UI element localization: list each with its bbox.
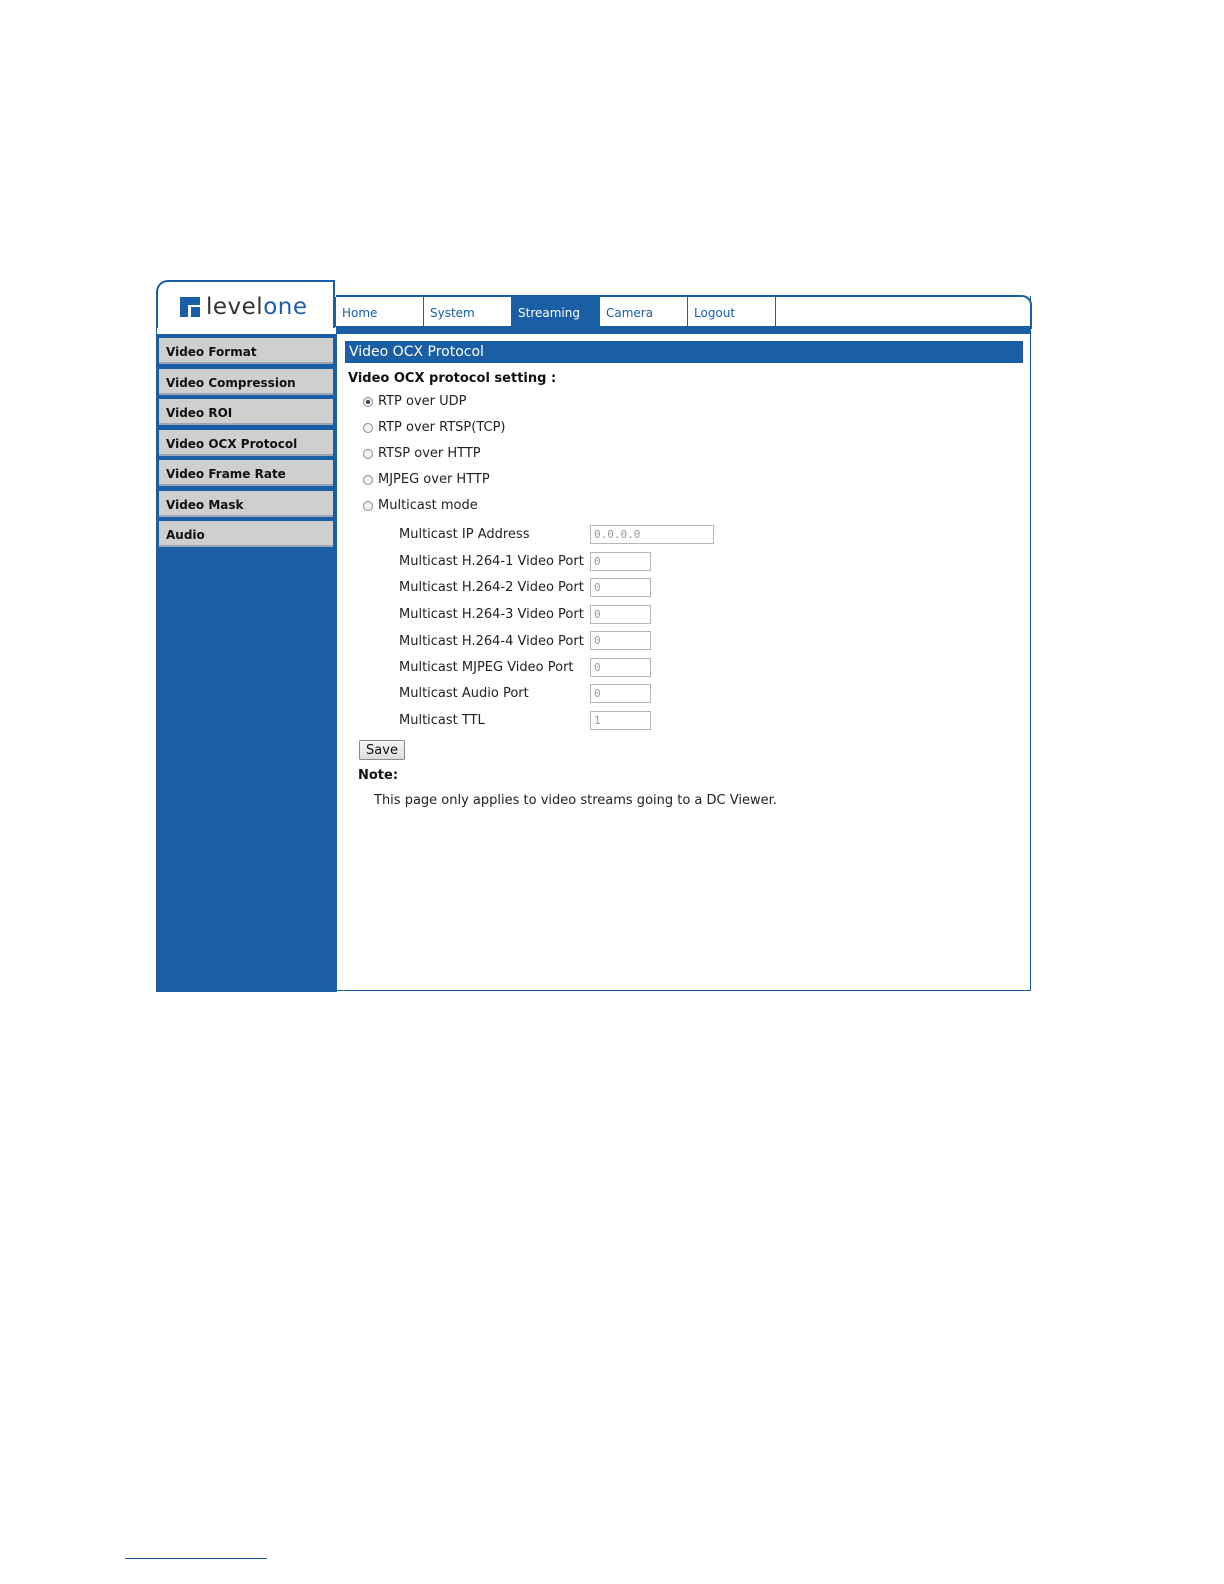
multicast-h264-1-port-label: Multicast H.264-1 Video Port bbox=[399, 554, 584, 569]
nav-underline bbox=[336, 326, 1031, 334]
multicast-ip-input[interactable]: 0.0.0.0 bbox=[590, 525, 714, 544]
radio-rtp-over-udp[interactable] bbox=[363, 394, 467, 409]
multicast-h264-4-port-label: Multicast H.264-4 Video Port bbox=[399, 634, 584, 649]
note-label: Note: bbox=[358, 768, 399, 783]
radio-label: RTSP over HTTP bbox=[378, 446, 481, 461]
main-content bbox=[337, 334, 1029, 990]
sidebar-item-video-compression[interactable]: Video Compression bbox=[159, 369, 333, 395]
radio-button[interactable] bbox=[363, 449, 373, 459]
tab-home[interactable]: Home bbox=[335, 297, 424, 327]
sidebar-item-video-mask[interactable]: Video Mask bbox=[159, 491, 333, 517]
radio-button[interactable] bbox=[363, 423, 373, 433]
radio-rtp-over-rtsp[interactable] bbox=[363, 420, 505, 435]
sidebar bbox=[156, 334, 337, 992]
sidebar-item-video-frame-rate[interactable]: Video Frame Rate bbox=[159, 460, 333, 486]
camera-web-ui bbox=[156, 280, 1031, 992]
radio-label: Multicast mode bbox=[378, 498, 478, 513]
tab-streaming[interactable]: Streaming bbox=[511, 297, 600, 327]
sidebar-item-video-format[interactable]: Video Format bbox=[159, 338, 333, 364]
sidebar-item-video-roi[interactable]: Video ROI bbox=[159, 399, 333, 425]
multicast-ip-label: Multicast IP Address bbox=[399, 527, 530, 542]
sidebar-item-audio[interactable]: Audio bbox=[159, 521, 333, 547]
multicast-h264-1-port-input[interactable]: 0 bbox=[590, 552, 651, 571]
setting-label: Video OCX protocol setting : bbox=[348, 371, 557, 386]
multicast-mjpeg-port-input[interactable]: 0 bbox=[590, 658, 651, 677]
multicast-audio-port-label: Multicast Audio Port bbox=[399, 686, 529, 701]
multicast-audio-port-input[interactable]: 0 bbox=[590, 684, 651, 703]
multicast-h264-2-port-label: Multicast H.264-2 Video Port bbox=[399, 580, 584, 595]
multicast-h264-4-port-input[interactable]: 0 bbox=[590, 631, 651, 650]
radio-mjpeg-over-http[interactable] bbox=[363, 472, 490, 487]
top-nav bbox=[336, 295, 1032, 329]
logo-wordmark: levelone bbox=[206, 294, 308, 320]
tab-camera[interactable]: Camera bbox=[599, 297, 688, 327]
multicast-h264-3-port-label: Multicast H.264-3 Video Port bbox=[399, 607, 584, 622]
footnote-rule bbox=[125, 1558, 267, 1559]
page-title: Video OCX Protocol bbox=[345, 341, 1023, 363]
tab-system[interactable]: System bbox=[423, 297, 512, 327]
radio-button-checked[interactable] bbox=[363, 397, 373, 407]
tab-logout[interactable]: Logout bbox=[687, 297, 776, 327]
radio-label: RTP over RTSP(TCP) bbox=[378, 420, 506, 435]
logo-area bbox=[156, 280, 335, 328]
multicast-h264-2-port-input[interactable]: 0 bbox=[590, 578, 651, 597]
radio-rtsp-over-http[interactable] bbox=[363, 446, 481, 461]
multicast-ttl-label: Multicast TTL bbox=[399, 713, 485, 728]
radio-button[interactable] bbox=[363, 475, 373, 485]
save-button[interactable]: Save bbox=[359, 740, 405, 760]
multicast-ttl-input[interactable]: 1 bbox=[590, 711, 651, 730]
radio-label: MJPEG over HTTP bbox=[378, 472, 490, 487]
note-text: This page only applies to video streams going to a DC Viewer. bbox=[374, 793, 777, 808]
multicast-h264-3-port-input[interactable]: 0 bbox=[590, 605, 651, 624]
levelone-logo-icon bbox=[180, 297, 200, 317]
sidebar-item-video-ocx-protocol[interactable]: Video OCX Protocol bbox=[159, 430, 333, 456]
radio-multicast-mode[interactable] bbox=[363, 498, 478, 513]
radio-button[interactable] bbox=[363, 501, 373, 511]
brand-logo bbox=[180, 294, 308, 320]
radio-label: RTP over UDP bbox=[378, 394, 467, 409]
multicast-mjpeg-port-label: Multicast MJPEG Video Port bbox=[399, 660, 574, 675]
